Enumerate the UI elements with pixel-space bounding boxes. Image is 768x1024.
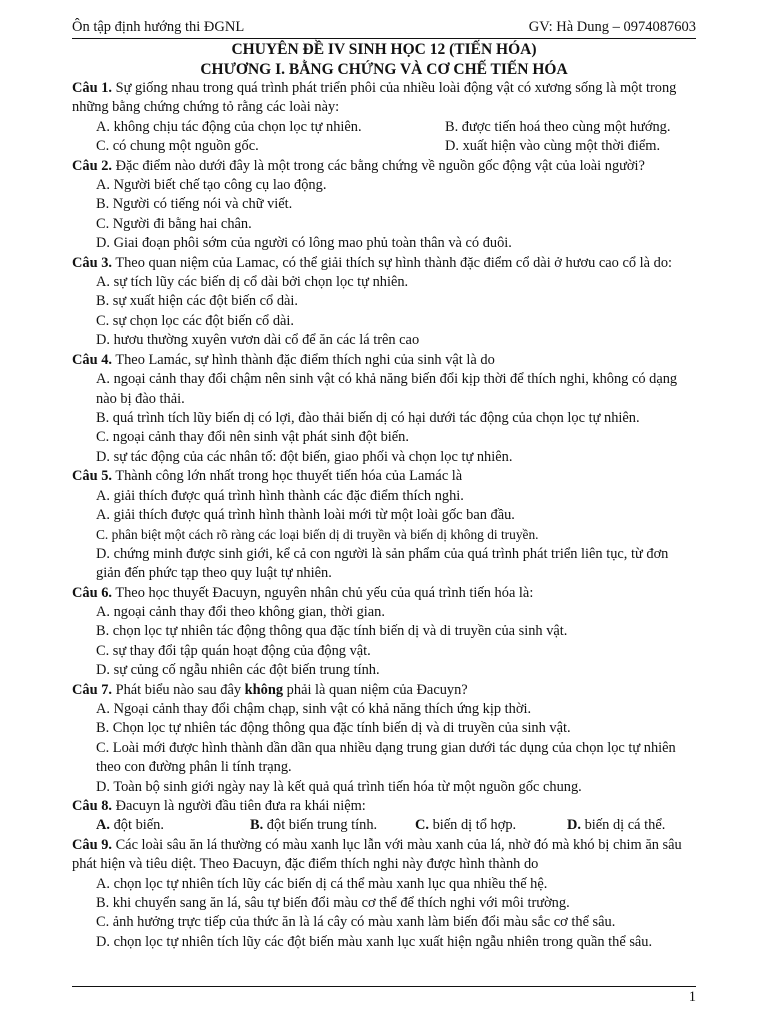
option-c [415, 816, 567, 835]
question-1 [72, 79, 696, 118]
question-3 [72, 254, 696, 273]
document-title [72, 40, 696, 79]
option-d: D. Giai đoạn phôi sớm của người có lông mao phủ toàn thân và có đuôi. [96, 235, 512, 252]
option-a [96, 816, 250, 835]
question-text: Đacuyn là người đầu tiên đưa ra khái niệm: [111, 798, 366, 815]
option-row [72, 816, 696, 835]
title-topic: CHUYÊN ĐỀ IV SINH HỌC 12 (TIẾN HÓA) [231, 41, 537, 58]
option-a: A. không chịu tác động của chọn lọc tự nhiên. [96, 118, 362, 135]
question-6 [72, 584, 696, 603]
option-d [567, 816, 665, 835]
option-a: A. Người biết chế tạo công cụ lao động. [96, 177, 327, 194]
option-a: A. ngoại cảnh thay đổi chậm nên sinh vật có khả năng biến đổi kịp thời để thích nghi, không có dạng nào bị đào thải. [96, 371, 678, 407]
option-c: C. phân biệt một cách rõ ràng các loại biến dị di truyền và biến dị không di truyền. [96, 527, 539, 543]
option-a: A. sự tích lũy các biến dị cổ dài bởi chọn lọc tự nhiên. [96, 274, 409, 291]
question-text: Theo quan niệm của Lamac, có thể giải thích sự hình thành đặc điểm cổ dài ở hươu cao cổ là do: [111, 254, 673, 271]
option-text: biến dị cá thể. [581, 817, 666, 834]
option-d: D. chọn lọc tự nhiên tích lũy các đột biến màu xanh lục xuất hiện ngẫu nhiên trong quần thể sâu. [96, 933, 653, 950]
option-b: B. quá trình tích lũy biến dị có lợi, đào thải biến dị có hại dưới tác động của chọn lọc tự nhiên. [96, 409, 640, 426]
option-b: B. khi chuyển sang ăn lá, sâu tự biến đổi màu cơ thể để thích nghi với môi trường. [96, 895, 570, 912]
question-text: Thành công lớn nhất trong học thuyết tiến hóa của Lamác là [111, 468, 463, 485]
option-text: biến dị tổ hợp. [429, 817, 517, 834]
option-c: C. Loài mới được hình thành dần dần qua nhiều dạng trung gian dưới tác dụng của chọn lọc tự nhiên theo con đường phân li tính trạng. [96, 739, 676, 776]
option-c: C. có chung một nguồn gốc. [96, 138, 259, 155]
option-a: A. giải thích được quá trình hình thành các đặc điểm thích nghi. [96, 487, 464, 504]
option-b [250, 816, 415, 835]
option-letter: B. [250, 817, 264, 834]
option-b: B. Người có tiếng nói và chữ viết. [96, 196, 293, 213]
option-text: đột biến trung tính. [263, 817, 378, 834]
option-row [72, 137, 696, 156]
option-d: D. sự tác động của các nhân tố: đột biến, giao phối và chọn lọc tự nhiên. [96, 448, 513, 465]
option-a: A. ngoại cảnh thay đổi theo không gian, thời gian. [96, 603, 385, 620]
option-b: B. Chọn lọc tự nhiên tác động thông qua đặc tính biến dị và di truyền của sinh vật. [96, 720, 571, 737]
question-9 [72, 836, 696, 875]
option-c: C. ngoại cảnh thay đổi nên sinh vật phát sinh đột biến. [96, 429, 409, 446]
option-letter: D. [567, 817, 581, 834]
option-d: D. xuất hiện vào cùng một thời điểm. [445, 138, 661, 155]
question-label: Câu 4. [72, 351, 112, 368]
option-c: C. sự chọn lọc các đột biến cổ dài. [96, 312, 295, 329]
document-body [72, 40, 696, 952]
option-row [72, 118, 696, 137]
question-5 [72, 467, 696, 486]
question-text: Các loài sâu ăn lá thường có màu xanh lục lẫn với màu xanh của lá, nhờ đó mà khó bị chim ăn sâu phát hiện và tiêu diệt. Theo Đacuyn, đặc điểm thích nghi này được hình thành do [72, 836, 682, 873]
question-text: Phát biểu nào sau đây [111, 681, 245, 698]
option-c: C. ảnh hưởng trực tiếp của thức ăn là lá cây có màu xanh làm biến đổi màu sắc cơ thể sâu. [96, 914, 616, 931]
option-a-second: A. giải thích được quá trình hình thành loài mới từ một loài gốc ban đầu. [96, 506, 515, 523]
question-2 [72, 157, 696, 176]
question-7 [72, 681, 696, 700]
question-emphasis: không [244, 681, 284, 698]
option-d: D. Toàn bộ sinh giới ngày nay là kết quả quá trình tiến hóa từ một nguồn gốc chung. [96, 778, 582, 795]
question-label: Câu 8. [72, 798, 112, 815]
question-label: Câu 9. [72, 836, 112, 853]
question-8 [72, 797, 696, 816]
option-letter: C. [415, 817, 429, 834]
question-text-end: phải là quan niệm của Đacuyn? [283, 681, 468, 698]
option-text: đột biến. [110, 817, 164, 834]
title-chapter: CHƯƠNG I. BẰNG CHỨNG VÀ CƠ CHẾ TIẾN HÓA [200, 60, 568, 78]
question-label: Câu 1. [72, 80, 112, 96]
option-c: C. Người đi bằng hai chân. [96, 215, 252, 232]
page-number: 1 [688, 989, 696, 1005]
question-label: Câu 6. [72, 584, 112, 601]
header-teacher-contact: GV: Hà Dung – 0974087603 [528, 19, 696, 35]
option-d: D. chứng minh được sinh giới, kể cả con người là sản phẩm của quá trình phát triển liên tục, từ đơn giản đến phức tạp theo quy luật tự nhiên. [96, 545, 669, 582]
option-b: B. được tiến hoá theo cùng một hướng. [445, 118, 671, 135]
page-header [72, 14, 696, 36]
option-c: C. sự thay đổi tập quán hoạt động của động vật. [96, 642, 371, 659]
question-text: Sự giống nhau trong quá trình phát triển phôi của nhiều loài động vật có xương sống là một trong những bằng chứng chứng tỏ rằng các loài này: [72, 80, 677, 116]
question-4 [72, 351, 696, 370]
option-letter: A. [96, 817, 110, 834]
option-a: A. Ngoại cảnh thay đổi chậm chạp, sinh vật có khả năng thích ứng kịp thời. [96, 701, 532, 717]
option-b: B. chọn lọc tự nhiên tác động thông qua đặc tính biến dị và di truyền của sinh vật. [96, 623, 568, 640]
header-divider [72, 38, 696, 39]
question-label: Câu 2. [72, 157, 112, 174]
question-label: Câu 5. [72, 468, 112, 485]
question-label: Câu 7. [72, 681, 112, 698]
option-b: B. sự xuất hiện các đột biến cổ dài. [96, 293, 299, 310]
question-text: Đặc điểm nào dưới đây là một trong các bằng chứng về nguồn gốc động vật của loài người? [111, 157, 645, 174]
question-label: Câu 3. [72, 254, 112, 271]
option-d: D. sự củng cố ngẫu nhiên các đột biến trung tính. [96, 662, 380, 679]
option-d: D. hươu thường xuyên vươn dài cổ để ăn các lá trên cao [96, 332, 420, 349]
question-text: Theo học thuyết Đacuyn, nguyên nhân chủ yếu của quá trình tiến hóa là: [111, 584, 534, 601]
footer-divider [72, 986, 696, 987]
question-text: Theo Lamác, sự hình thành đặc điểm thích nghi của sinh vật là do [111, 351, 495, 368]
header-course-title: Ôn tập định hướng thi ĐGNL [72, 19, 245, 35]
option-a: A. chọn lọc tự nhiên tích lũy các biến dị cá thể màu xanh lục qua nhiều thế hệ. [96, 875, 548, 892]
